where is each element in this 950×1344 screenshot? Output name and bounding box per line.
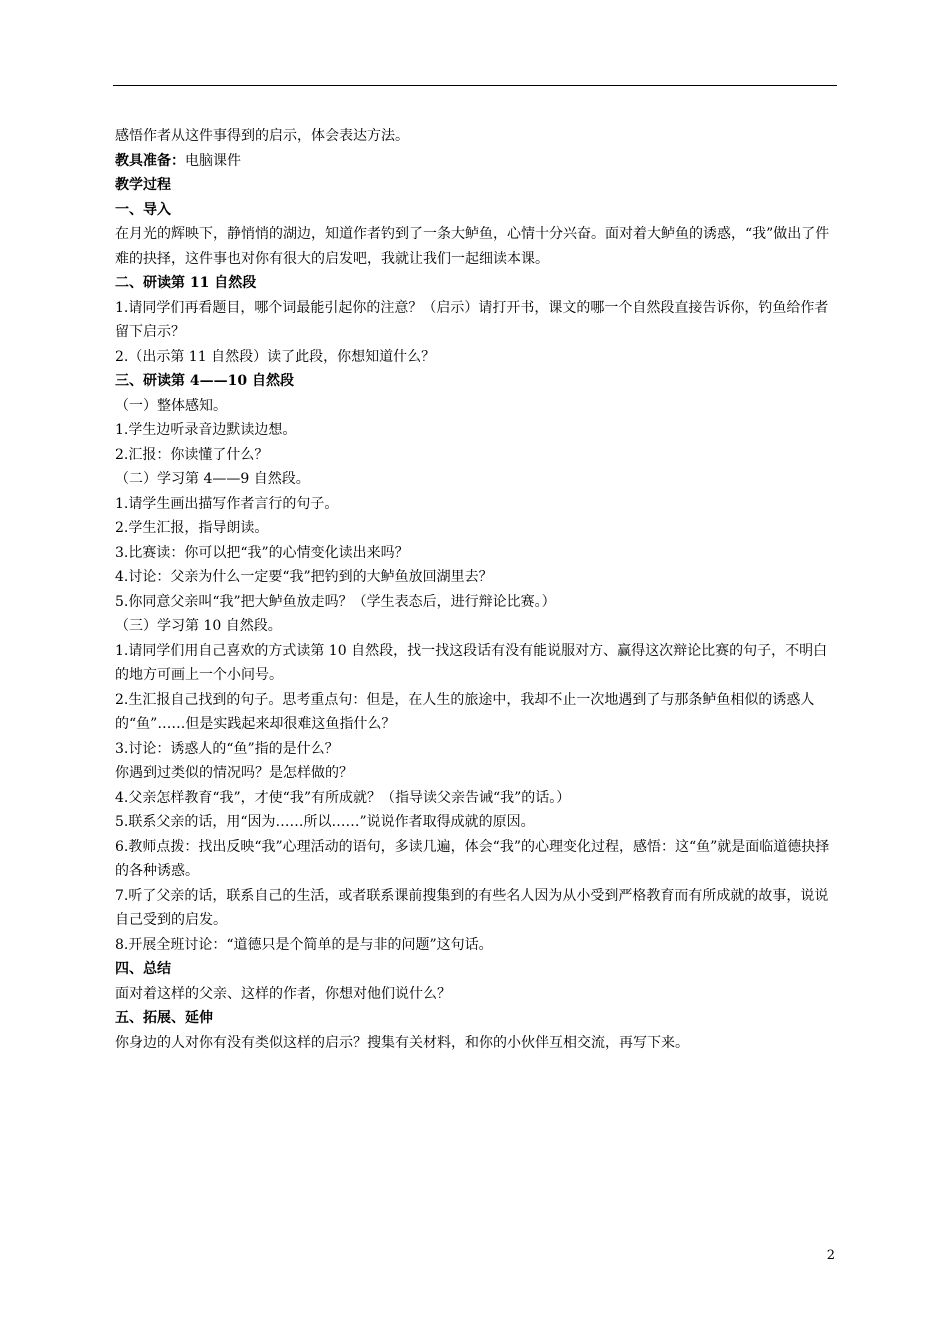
document-body bbox=[115, 124, 837, 1055]
section-heading: 教学过程 bbox=[115, 177, 171, 193]
paragraph: 3.讨论：诱惑人的“鱼”指的是什么？ bbox=[115, 740, 339, 757]
paragraph: 5.联系父亲的话，用“因为……所以……”说说作者取得成就的原因。 bbox=[115, 814, 535, 830]
paragraph: 4.父亲怎样教育“我”，才使“我”有所成就？（指导读父亲告诫“我”的话。） bbox=[115, 789, 571, 806]
paragraph bbox=[115, 149, 837, 174]
paragraph: 1.学生边听录音边默读边想。 bbox=[115, 422, 297, 438]
section-heading: 五、拓展、延伸 bbox=[115, 1010, 213, 1026]
paragraph: 感悟作者从这件事得到的启示，体会表达方法。 bbox=[115, 128, 409, 144]
header-rule bbox=[113, 85, 837, 86]
paragraph: 5.你同意父亲叫“我”把大鲈鱼放走吗？（学生表态后，进行辩论比赛。） bbox=[115, 593, 556, 610]
paragraph: 2.学生汇报，指导朗读。 bbox=[115, 520, 269, 536]
paragraph: （三）学习第 10 自然段。 bbox=[115, 618, 282, 634]
paragraph: 2.（出示第 11 自然段）读了此段，你想知道什么？ bbox=[115, 348, 436, 365]
paragraph: 你身边的人对你有没有类似这样的启示？搜集有关材料，和你的小伙伴互相交流，再写下来。 bbox=[115, 1034, 689, 1051]
section-heading: 一、导入 bbox=[115, 201, 171, 218]
teaching-aids-value: 电脑课件 bbox=[185, 152, 241, 169]
paragraph: 3.比赛读：你可以把“我”的心情变化读出来吗？ bbox=[115, 544, 409, 561]
paragraph: 2.汇报：你读懂了什么？ bbox=[115, 446, 269, 463]
paragraph: 7.听了父亲的话，联系自己的生活，或者联系课前搜集到的有些名人因为从小受到严格教育而有所成就的故事，说说自己受到的启发。 bbox=[115, 887, 829, 928]
paragraph: 1.请同学们再看题目，哪个词最能引起你的注意？（启示）请打开书，课文的哪一个自然段直接告诉你，钓鱼给作者留下启示？ bbox=[115, 299, 829, 340]
paragraph: 6.教师点拨：找出反映“我”心理活动的语句，多读几遍，体会“我”的心理变化过程，感悟：这“鱼”就是面临道德抉择的各种诱惑。 bbox=[115, 838, 830, 879]
paragraph: 8.开展全班讨论：“道德只是个简单的是与非的问题”这句话。 bbox=[115, 936, 493, 953]
paragraph: （二）学习第 4——9 自然段。 bbox=[115, 471, 310, 487]
paragraph: 2.生汇报自己找到的句子。思考重点句：但是，在人生的旅途中，我却不止一次地遇到了与那条鲈鱼相似的诱惑人的“鱼”……但是实践起来却很难这鱼指什么？ bbox=[115, 691, 815, 732]
section-heading: 二、研读第 11 自然段 bbox=[115, 275, 257, 291]
paragraph: 你遇到过类似的情况吗？是怎样做的？ bbox=[115, 765, 353, 781]
paragraph: 1.请同学们用自己喜欢的方式读第 10 自然段，找一找这段话有没有能说服对方、赢得这次辩论比赛的句子，不明白的地方可画上一个小问号。 bbox=[115, 642, 828, 683]
paragraph: 1.请学生画出描写作者言行的句子。 bbox=[115, 495, 339, 512]
paragraph: 在月光的辉映下，静悄悄的湖边，知道作者钓到了一条大鲈鱼，心情十分兴奋。面对着大鲈鱼的诱惑，“我”做出了件难的抉择，这件事也对你有很大的启发吧，我就让我们一起细读本课。 bbox=[115, 226, 830, 267]
paragraph: 4.讨论：父亲为什么一定要“我”把钓到的大鲈鱼放回湖里去？ bbox=[115, 569, 493, 585]
paragraph: 面对着这样的父亲、这样的作者，你想对他们说什么？ bbox=[115, 985, 451, 1002]
page-number: 2 bbox=[826, 1248, 835, 1263]
label-teaching-aids: 教具准备： bbox=[115, 152, 185, 169]
section-heading: 四、总结 bbox=[115, 961, 171, 977]
paragraph: （一）整体感知。 bbox=[115, 397, 227, 414]
section-heading: 三、研读第 4——10 自然段 bbox=[115, 373, 294, 389]
